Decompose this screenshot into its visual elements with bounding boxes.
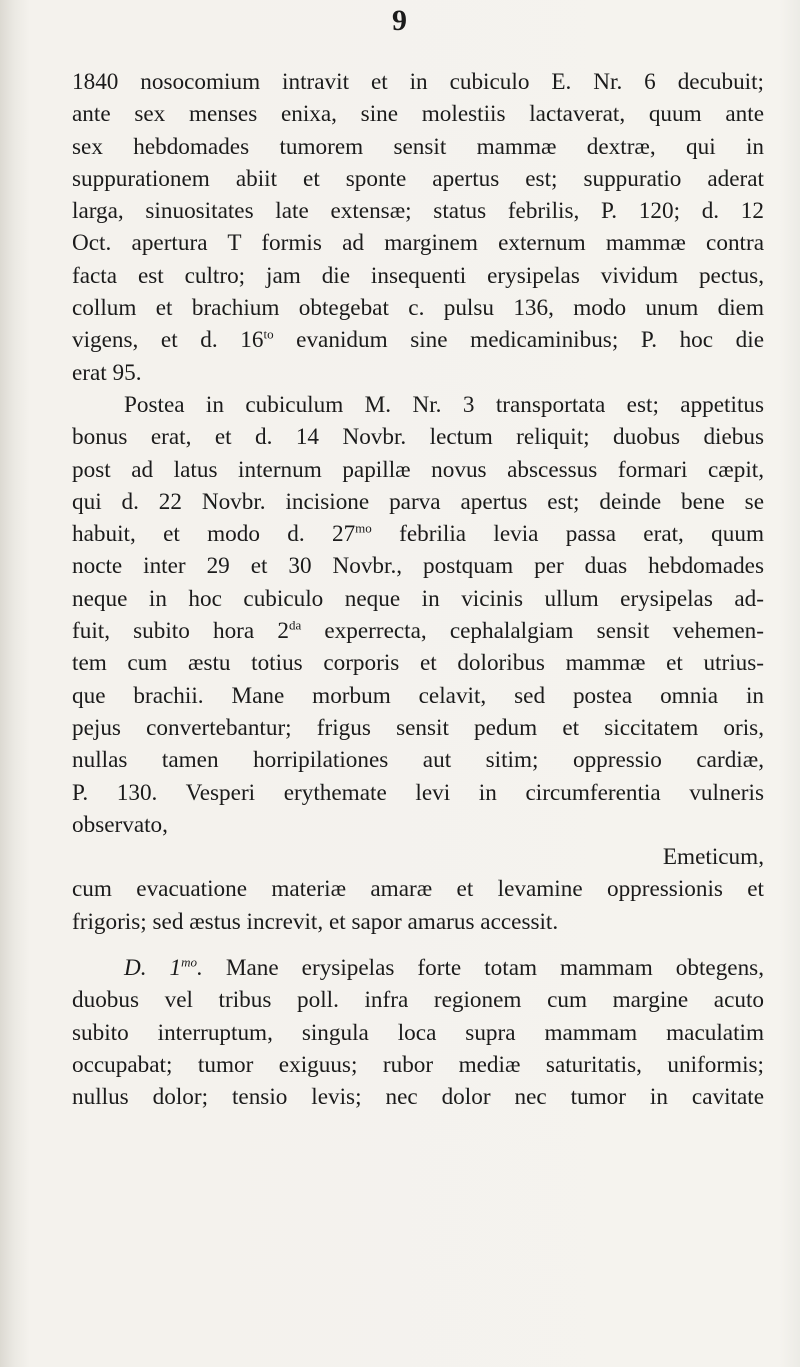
text-line: subito interruptum, singula loca supra mammam maculatim xyxy=(72,1019,764,1046)
text-line: frigoris; sed æstus increvit, et sapor amarus accessit. xyxy=(72,908,559,935)
text-line: qui d. 22 Novbr. incisione parva apertus est; deinde bene se xyxy=(72,488,764,515)
text-line: duobus vel tribus poll. infra regionem cum margine acuto xyxy=(72,987,764,1014)
text-segment: habuit, et modo d. 27 xyxy=(72,521,356,548)
text-line: nullus dolor; tensio levis; nec dolor nec tumor in cavitate xyxy=(72,1084,764,1111)
text-segment: fuit, subito hora 2 xyxy=(72,618,289,645)
text-line xyxy=(72,615,764,647)
text-line xyxy=(72,324,764,356)
text-line: cum evacuatione materiæ amaræ et levamine oppressionis et xyxy=(72,876,764,903)
date-label xyxy=(124,955,226,981)
text-line: larga, sinuositates late extensæ; status febrilis, P. 120; d. 12 xyxy=(72,198,764,225)
text-line: que brachii. Mane morbum celavit, sed postea omnia in xyxy=(72,682,764,709)
superscript: mo xyxy=(355,520,372,536)
text-line xyxy=(72,518,764,550)
text-line: ante sex menses enixa, sine molestiis lactaverat, quum ante xyxy=(72,101,764,128)
text-line: collum et brachium obtegebat c. pulsu 136, modo unum diem xyxy=(72,295,764,322)
text-line: P. 130. Vesperi erythemate levi in circumferentia vulneris xyxy=(72,779,764,806)
text-segment: . xyxy=(197,955,226,982)
superscript: da xyxy=(288,617,302,633)
text-segment: D. 1 xyxy=(124,955,182,982)
text-line: observato, xyxy=(72,811,168,838)
text-line: occupabat; tumor exiguus; rubor mediæ saturitatis, uniformis; xyxy=(72,1051,764,1078)
text-segment: evanidum sine medicaminibus; P. hoc die xyxy=(273,327,764,354)
text-line: pejus convertebantur; frigus sensit pedum et siccitatem oris, xyxy=(72,714,764,741)
text-line: erat 95. xyxy=(72,359,142,386)
text-segment: Mane erysipelas forte totam mammam obtegens, xyxy=(225,955,765,982)
text-line: Postea in cubiculum M. Nr. 3 transportata est; appetitus xyxy=(124,391,764,418)
text-line: bonus erat, et d. 14 Novbr. lectum reliquit; duobus diebus xyxy=(72,424,764,451)
text-line: nullas tamen horripilationes aut sitim; oppressio cardiæ, xyxy=(72,747,764,774)
text-line xyxy=(72,952,764,984)
text-line: facta est cultro; jam die insequenti erysipelas vividum pectus, xyxy=(72,262,764,289)
text-segment: febrilia levia passa erat, quum xyxy=(371,521,764,548)
text-line: Oct. apertura T formis ad marginem externum mammæ contra xyxy=(72,230,764,257)
text-line: 1840 nosocomium intravit et in cubiculo E. Nr. 6 decubuit; xyxy=(72,69,764,95)
text-line: suppurationem abiit et sponte apertus est; suppuratio aderat xyxy=(72,165,764,192)
text-line: post ad latus internum papillæ novus abscessus formari cæpit, xyxy=(72,456,764,483)
superscript: mo xyxy=(181,954,198,970)
text-segment: vigens, et d. 16 xyxy=(72,327,264,354)
superscript: to xyxy=(263,326,274,342)
body-text xyxy=(72,66,764,1114)
text-line: sex hebdomades tumorem sensit mammæ dextræ, qui in xyxy=(72,133,764,160)
prescription-heading: Emeticum, xyxy=(662,844,764,871)
text-line: nocte inter 29 et 30 Novbr., postquam per duas hebdomades xyxy=(72,553,764,580)
text-line: tem cum æstu totius corporis et doloribus mammæ et utrius- xyxy=(72,650,764,677)
page-number: 9 xyxy=(392,4,408,37)
text-line: neque in hoc cubiculo neque in vicinis ullum erysipelas ad- xyxy=(72,585,764,612)
text-segment: experrecta, cephalalgiam sensit vehemen- xyxy=(301,618,764,645)
